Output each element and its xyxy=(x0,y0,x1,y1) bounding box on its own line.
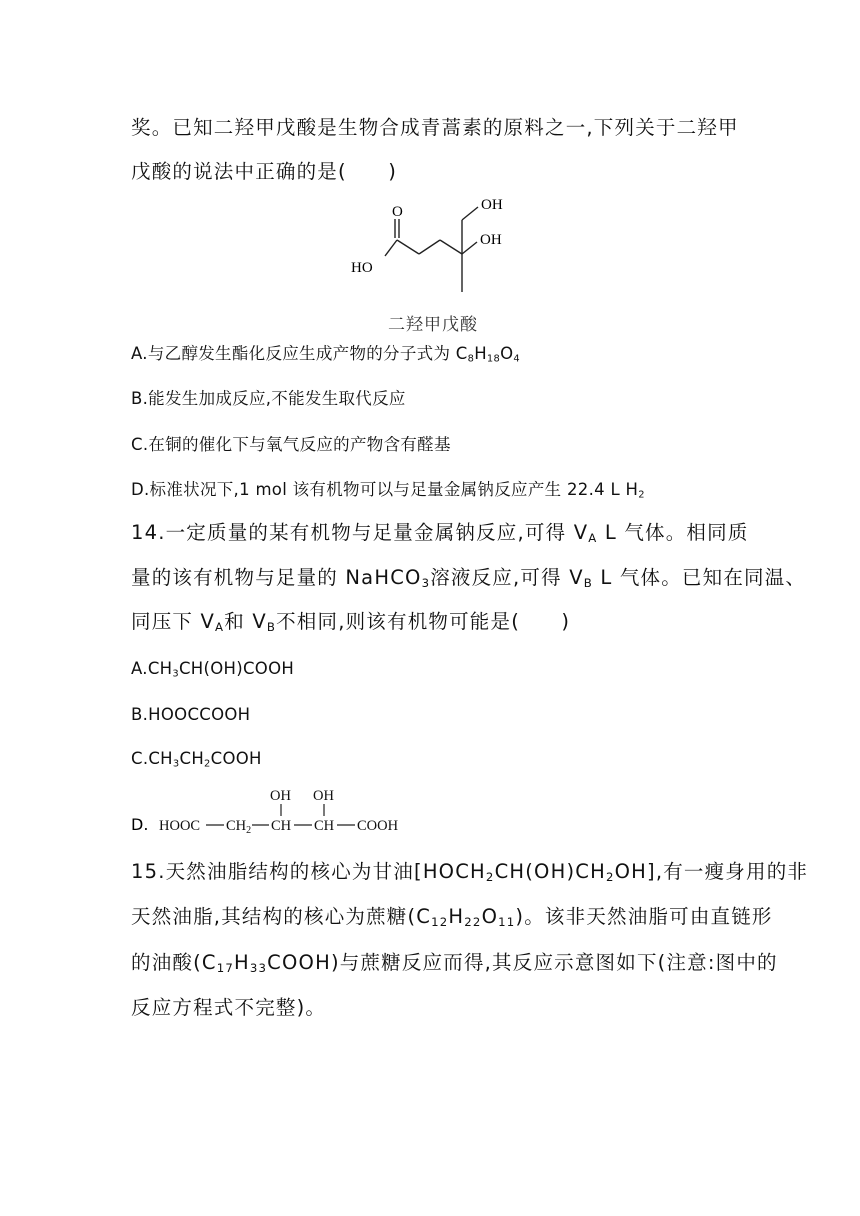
q14-option-d xyxy=(131,786,431,838)
structure-label-o: O xyxy=(392,204,403,220)
structure-label-ho: HO xyxy=(351,260,373,276)
d-cooh: COOH xyxy=(357,818,399,834)
q14-stem-line-1: 14.一定质量的某有机物与足量金属钠反应,可得 $V_A$ L 气体。相同质 xyxy=(131,521,749,545)
q15-stem-line-4: 反应方程式不完整)。 xyxy=(131,996,327,1019)
q13-stem-line-1: 奖。已知二羟甲戊酸是生物合成青蒿素的原料之一,下列关于二羟甲 xyxy=(131,116,739,139)
q13-option-a: A.与乙醇发生酯化反应生成产物的分子式为 $C_8H_{18}O_4$ xyxy=(131,344,520,365)
q14-stem-line-2: 量的该有机物与足量的 NaHCO$_3$溶液反应,可得 $V_B$ L 气体。已知在同温、 xyxy=(131,566,807,590)
d-oh-1: OH xyxy=(270,788,291,804)
q13-option-b: B.能发生加成反应,不能发生取代反应 xyxy=(131,389,406,408)
q14-option-d-label: D. xyxy=(131,815,149,834)
structure-label-oh-mid: OH xyxy=(480,232,502,248)
d-oh-2: OH xyxy=(313,788,334,804)
q14-option-a: $A.CH_3CH(OH)COOH$ xyxy=(131,659,295,680)
q14-option-c: $C.CH_3CH_2COOH$ xyxy=(131,749,262,770)
q15-stem-line-1: 15.天然油脂结构的核心为甘油$[HOCH_2CH(OH)CH_2OH]$,有一瘦身用的非 xyxy=(131,860,809,884)
q13-option-c: C.在铜的催化下与氧气反应的产物含有醛基 xyxy=(131,435,451,454)
q13-stem-line-2: 戊酸的说法中正确的是( ) xyxy=(131,160,398,183)
q14-stem-line-3: 同压下 $V_A$和 $V_B$不相同,则该有机物可能是( ) xyxy=(131,610,571,634)
q15-stem-line-2: 天然油脂,其结构的核心为蔗糖$(C_{12}H_{22}O_{11})$。该非天然油脂可由直链形 xyxy=(131,905,773,929)
d-hooc: HOOC xyxy=(159,818,201,834)
d-ch-2: CH xyxy=(314,818,335,834)
d-ch-1: CH xyxy=(271,818,292,834)
structure-label-oh-top: OH xyxy=(481,197,503,213)
q14-option-b: B.HOOCCOOH xyxy=(131,705,251,724)
q15-stem-line-3: 的油酸$(C_{17}H_{33}COOH)$与蔗糖反应而得,其反应示意图如下(注意:图中的 xyxy=(131,951,778,975)
figure-caption: 二羟甲戊酸 xyxy=(388,315,478,335)
q13-option-d: D.标准状况下,1 mol 该有机物可以与足量金属钠反应产生 22.4 L $H_2$ xyxy=(131,480,645,501)
d-ch2: $CH_2$ xyxy=(226,818,252,836)
